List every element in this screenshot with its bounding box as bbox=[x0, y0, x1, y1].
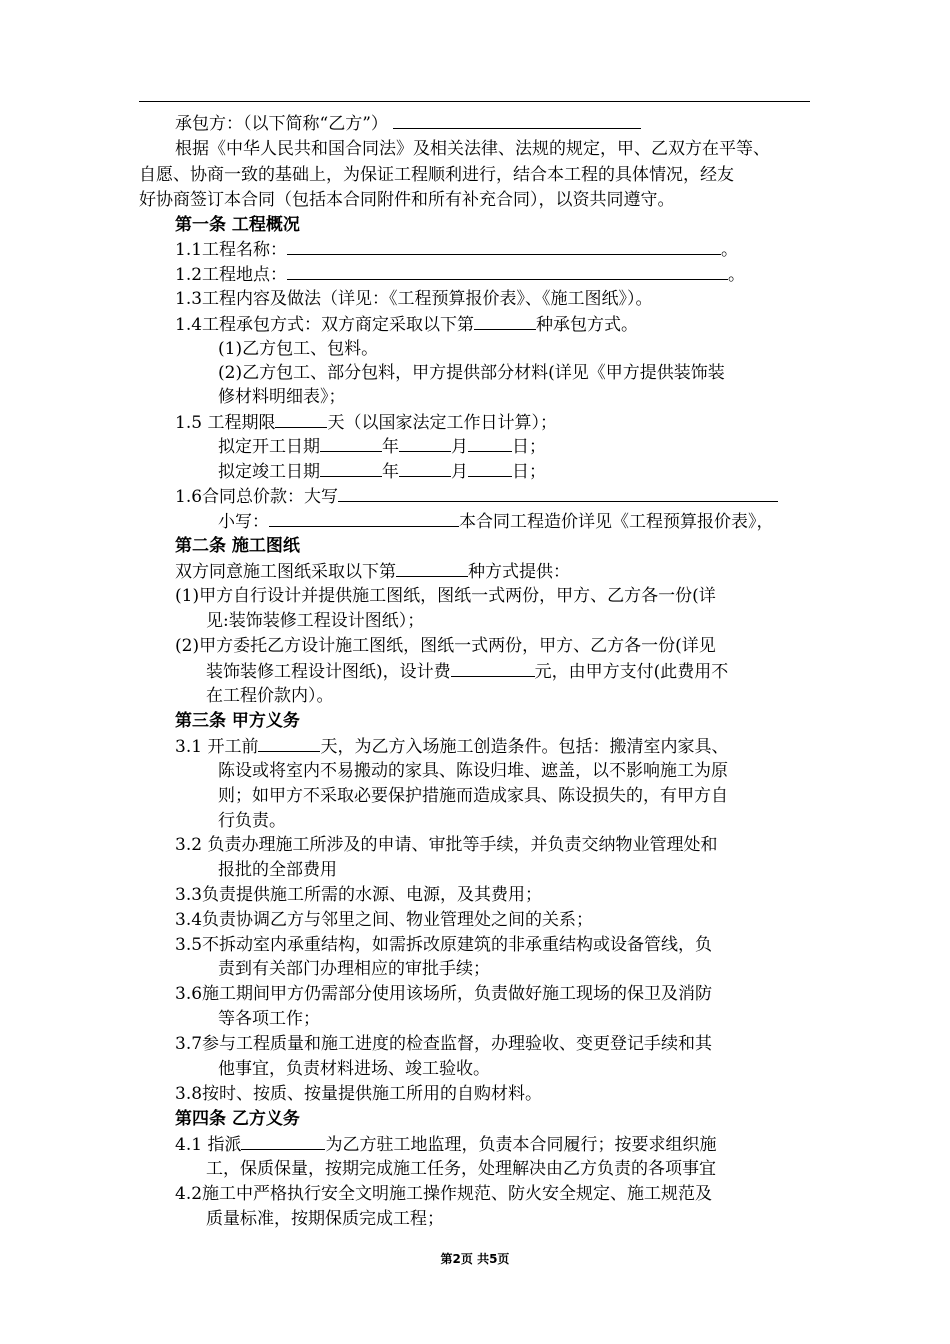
party-a-item-3-7-cont: 他事宜，负责材料进场、竣工验收。 bbox=[218, 1059, 490, 1079]
project-content-line: 1.3工程内容及做法（详见：《工程预算报价表》、《施工图纸》）。 bbox=[175, 289, 653, 309]
project-name-blank[interactable] bbox=[287, 238, 721, 255]
party-a-item-3-6-cont: 等各项工作； bbox=[218, 1009, 320, 1029]
price-uppercase-line: 1.6合同总价款：大写 bbox=[175, 485, 778, 508]
party-a-item-3-2: 3.2 负责办理施工所涉及的申请、审批等手续，并负责交纳物业管理处和 bbox=[175, 835, 718, 855]
party-a-item-3-7: 3.7参与工程质量和施工进度的检查监督，办理验收、变更登记手续和其 bbox=[175, 1034, 713, 1054]
party-b-item-4-2-cont: 质量标准，按期保质完成工程； bbox=[206, 1209, 444, 1229]
party-b-item-4-1: 4.1 指派 为乙方驻工地监理，负责本合同履行；按要求组织施 bbox=[175, 1135, 717, 1155]
article-3-title: 第三条 甲方义务 bbox=[175, 711, 300, 731]
intro-line-2: 自愿、协商一致的基础上，为保证工程顺利进行，结合本工程的具体情况，经友 bbox=[139, 165, 734, 185]
supervisor-blank[interactable] bbox=[241, 1133, 325, 1150]
contract-mode-line: 1.4工程承包方式：双方商定采取以下第 种承包方式。 bbox=[175, 315, 639, 335]
party-a-item-3-1: 3.1 开工前 天，为乙方入场施工创造条件。包括：搬清室内家具、 bbox=[175, 737, 729, 757]
end-day-blank[interactable] bbox=[468, 460, 512, 477]
drawing-method-blank[interactable] bbox=[396, 560, 468, 577]
start-month-blank[interactable] bbox=[399, 435, 451, 452]
price-lowercase-blank[interactable] bbox=[269, 510, 459, 527]
end-year-blank[interactable] bbox=[320, 460, 382, 477]
drawing-method-line: 双方同意施工图纸采取以下第 种方式提供： bbox=[175, 562, 570, 582]
start-date-line: 拟定开工日期 年 月 日； bbox=[218, 437, 546, 457]
drawing-item-2-end: 在工程价款内）。 bbox=[206, 686, 334, 706]
party-b-item-4-2: 4.2施工中严格执行安全文明施工操作规范、防火安全规定、施工规范及 bbox=[175, 1184, 713, 1204]
price-lowercase-line: 小写： 本合同工程造价详见《工程预算报价表》， bbox=[218, 512, 774, 532]
intro-line-3: 好协商签订本合同（包括本合同附件和所有补充合同），以资共同遵守。 bbox=[139, 190, 675, 210]
party-b-item-4-1-cont: 工，保质保量，按期完成施工任务，处理解决由乙方负责的各项事宜 bbox=[206, 1159, 716, 1179]
party-a-item-3-5: 3.5不拆动室内承重结构，如需拆改原建筑的非承重结构或设备管线，负 bbox=[175, 935, 713, 955]
prep-days-blank[interactable] bbox=[258, 735, 320, 752]
drawing-item-2: (2)甲方委托乙方设计施工图纸，图纸一式两份，甲方、乙方各一份(详见 bbox=[175, 636, 716, 656]
mode-option-2-cont: 修材料明细表》； bbox=[218, 387, 346, 407]
project-name-line: 1.1工程名称： 。 bbox=[175, 240, 739, 260]
start-year-blank[interactable] bbox=[320, 435, 382, 452]
page-footer: 第2页 共5页 bbox=[440, 1252, 510, 1266]
contractor-line: 承包方：（以下简称“乙方”） bbox=[175, 112, 641, 135]
party-a-item-3-6: 3.6施工期间甲方仍需部分使用该场所，负责做好施工现场的保卫及消防 bbox=[175, 984, 713, 1004]
party-a-item-3-1-cont-2: 则；如甲方不采取必要保护措施而造成家具、陈设损失的，有甲方自 bbox=[218, 786, 728, 806]
article-1-title: 第一条 工程概况 bbox=[175, 215, 300, 235]
header-rule bbox=[139, 101, 810, 102]
end-month-blank[interactable] bbox=[399, 460, 451, 477]
contractor-blank[interactable] bbox=[393, 112, 641, 129]
period-line: 1.5 工程期限 天（以国家法定工作日计算）； bbox=[175, 413, 557, 433]
party-a-item-3-2-cont: 报批的全部费用 bbox=[218, 860, 337, 880]
drawing-item-2-cont: 装饰装修工程设计图纸)，设计费 元，由甲方支付(此费用不 bbox=[206, 662, 729, 682]
drawing-item-1-cont: 见:装饰装修工程设计图纸）； bbox=[206, 611, 425, 631]
party-a-item-3-1-cont-3: 行负责。 bbox=[218, 811, 286, 831]
article-2-title: 第二条 施工图纸 bbox=[175, 536, 300, 556]
mode-option-2: (2)乙方包工、部分包料，甲方提供部分材料(详见《甲方提供装饰装 bbox=[218, 363, 725, 383]
start-day-blank[interactable] bbox=[468, 435, 512, 452]
period-days-blank[interactable] bbox=[275, 411, 327, 428]
price-uppercase-blank[interactable] bbox=[338, 485, 778, 502]
party-a-item-3-1-cont-1: 陈设或将室内不易搬动的家具、陈设归堆、遮盖，以不影响施工为原 bbox=[218, 761, 728, 781]
party-a-item-3-8: 3.8按时、按质、按量提供施工所用的自购材料。 bbox=[175, 1084, 543, 1104]
mode-option-1: (1)乙方包工、包料。 bbox=[218, 339, 379, 359]
party-a-item-3-4: 3.4负责协调乙方与邻里之间、物业管理处之间的关系； bbox=[175, 910, 594, 930]
intro-line-1: 根据《中华人民共和国合同法》及相关法律、法规的规定，甲、乙双方在平等、 bbox=[175, 139, 770, 159]
article-4-title: 第四条 乙方义务 bbox=[175, 1109, 300, 1129]
project-site-line: 1.2工程地点： 。 bbox=[175, 265, 746, 285]
party-a-item-3-3: 3.3负责提供施工所需的水源、电源，及其费用； bbox=[175, 885, 543, 905]
end-date-line: 拟定竣工日期 年 月 日； bbox=[218, 462, 546, 482]
party-a-item-3-5-cont: 责到有关部门办理相应的审批手续； bbox=[218, 959, 490, 979]
contract-mode-blank[interactable] bbox=[474, 313, 536, 330]
drawing-item-1: (1)甲方自行设计并提供施工图纸，图纸一式两份，甲方、乙方各一份(详 bbox=[175, 586, 716, 606]
project-site-blank[interactable] bbox=[287, 263, 728, 280]
design-fee-blank[interactable] bbox=[451, 660, 535, 677]
